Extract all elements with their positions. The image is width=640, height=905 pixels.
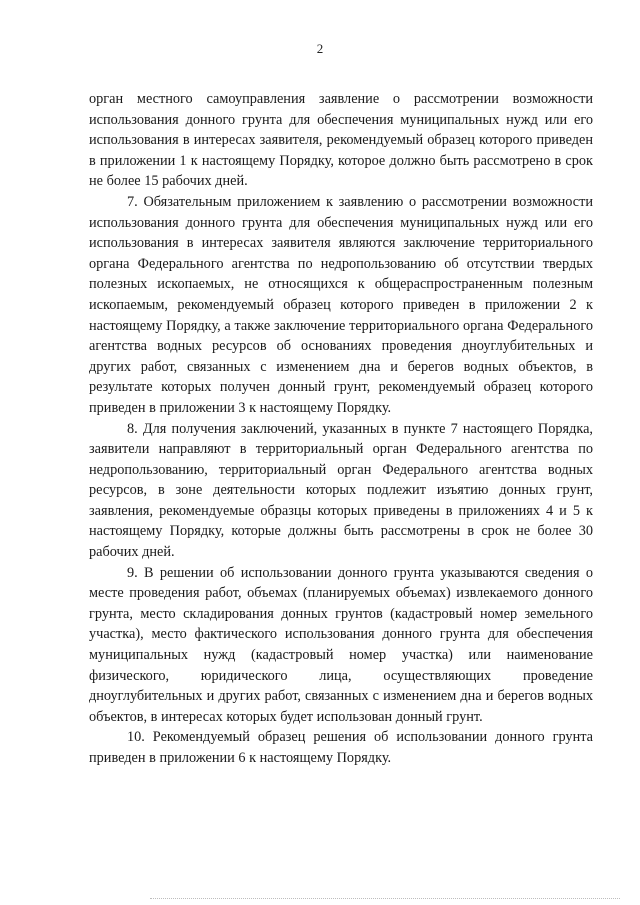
paragraph-7: 7. Обязательным приложением к заявлению о рассмотрении возможности использования донного грунта для обеспечения муниципальных нужд или его использования в интересах заявителя являются заключение территориального органа Федерального агентства по недропользованию об отсутствии твердых полезных ископаемых, не относящихся к общераспространенным полезным ископаемым, рекомендуемый образец которого приведен в приложении 2 к настоящему Порядку, а также заключение территориального органа Федерального агентства водных ресурсов об основаниях проведения дноуглубительных и других работ, связанных с изменением дна и берегов водных объектов, в результате которых получен донный грунт, рекомендуемый образец которого приведен в приложении 3 к настоящему Порядку. (89, 193, 593, 416)
paragraph-8: 8. Для получения заключений, указанных в пункте 7 настоящего Порядка, заявители направляют в территориальный орган Федерального агентства по недропользованию, территориальный орган Федерального агентства водных ресурсов, в зоне деятельности которых подлежит изъятию донных грунт, заявления, рекомендуемые образцы которых приведены в приложениях 4 и 5 к настоящему Порядку, которые должны быть рассмотрены в срок не более 30 рабочих дней. (89, 420, 593, 561)
page-number: 2 (316, 41, 324, 56)
paragraph-continuation: орган местного самоуправления заявление о рассмотрении возможности использования донного грунта для обеспечения муниципальных нужд или его использования в интересах заявителя, рекомендуемый образец которого приведен в приложении 1 к настоящему Порядку, которое должно быть рассмотрено в срок не более 15 рабочих дней. (89, 91, 593, 190)
paragraph-9: 9. В решении об использовании донного грунта указываются сведения о месте проведения работ, объемах (планируемых объемах) извлекаемого донного грунта, место складирования донных грунтов (кадастровый номер земельного участка), место фактического использования донного грунта для обеспечения муниципальных нужд (кадастровый номер участка) или наименование физического, юридического лица, осуществляющих проведение дноуглубительных и других работ, связанных с изменением дна и берегов водных объектов, в интересах которых будет использован донный грунт. (89, 564, 593, 725)
scan-edge-line (150, 898, 620, 899)
document-body (89, 89, 593, 769)
paragraph-10: 10. Рекомендуемый образец решения об использовании донного грунта приведен в приложении 6 к настоящему Порядку. (89, 729, 593, 766)
